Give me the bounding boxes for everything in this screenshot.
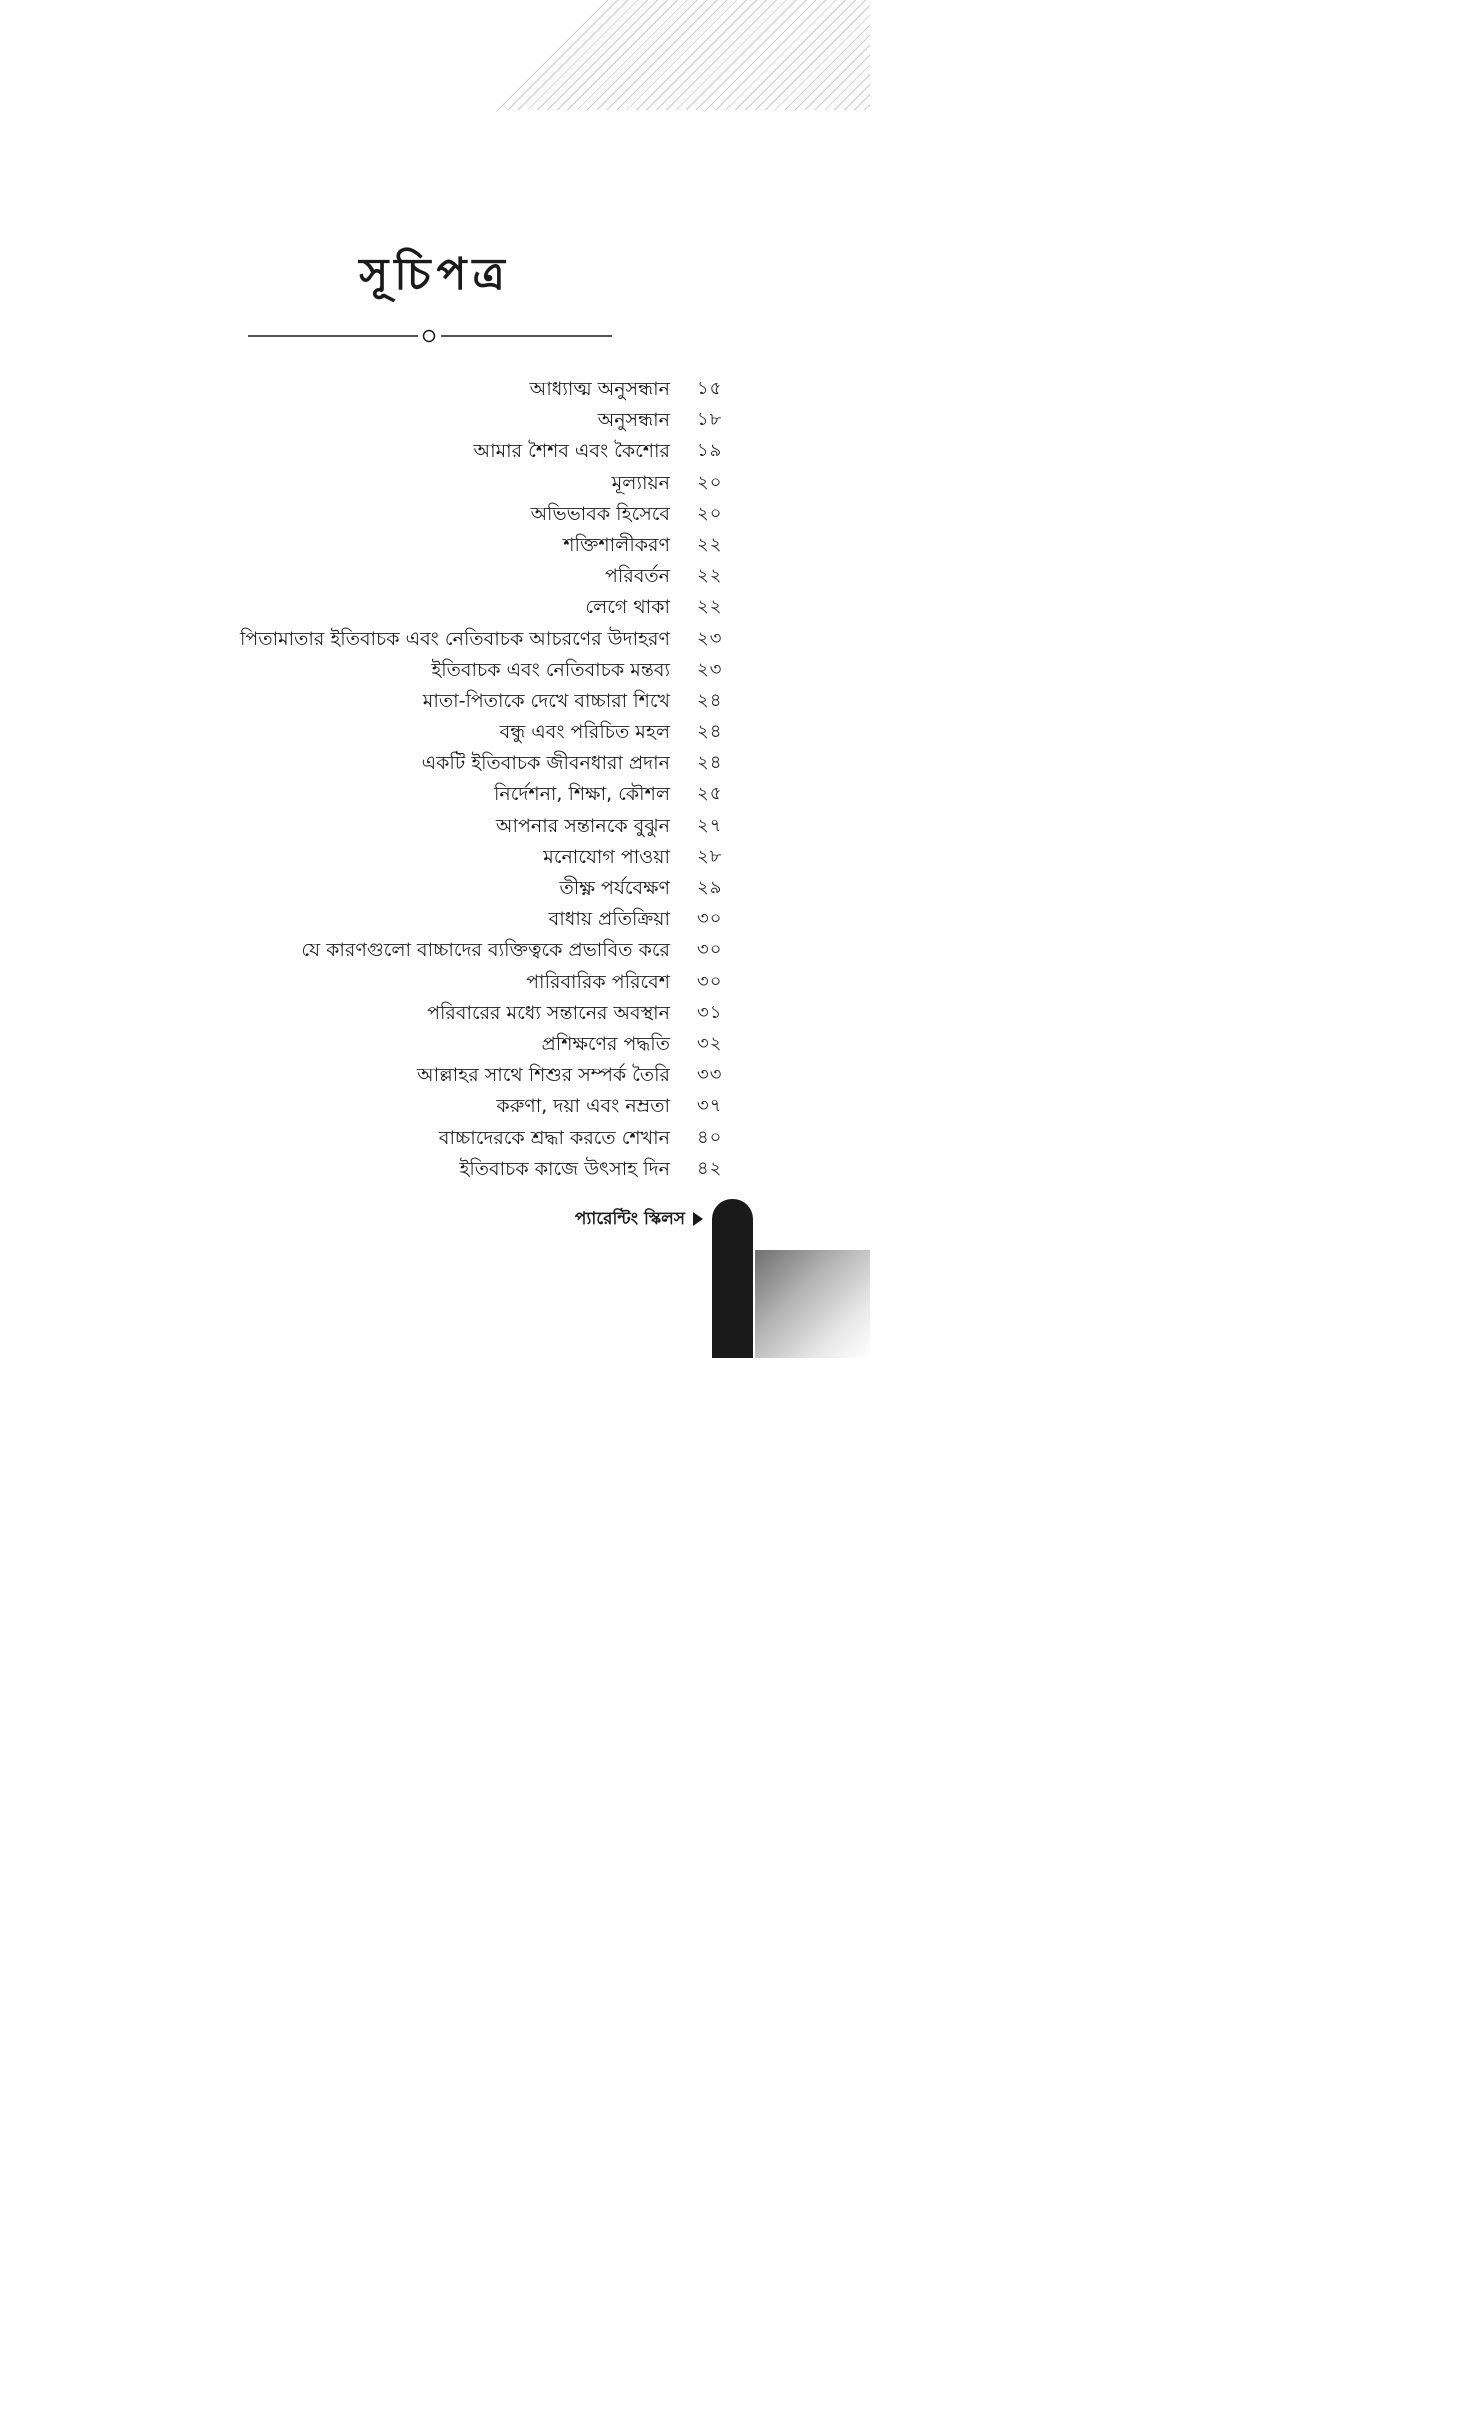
toc-entry-title: অনুসন্ধান xyxy=(597,409,670,432)
toc-entry-page: ২৪ xyxy=(697,752,723,774)
toc-entry-title: আল্লাহর সাথে শিশুর সম্পর্ক তৈরি xyxy=(417,1064,670,1087)
toc-entry-title: মূল্যায়ন xyxy=(611,471,670,494)
toc-entry xyxy=(0,1091,870,1122)
toc-entry-page: ৩০ xyxy=(697,939,723,961)
toc-entry xyxy=(0,530,870,561)
toc-entry-title: আমার শৈশব এবং কৈশোর xyxy=(473,440,670,463)
toc-entry xyxy=(0,748,870,779)
toc-entry-title: বাধায় প্রতিক্রিয়া xyxy=(548,908,670,931)
toc-entry xyxy=(0,1123,870,1154)
toc-entry-title: অভিভাবক হিসেবে xyxy=(530,502,670,525)
toc-entry-title: ইতিবাচক কাজে উৎসাহ দিন xyxy=(459,1157,670,1180)
page-number-tab xyxy=(712,1199,1455,2426)
toc-entry-page: ৩০ xyxy=(697,908,723,930)
toc-entry-page: ২০ xyxy=(697,502,723,524)
toc-entry-page: ৪২ xyxy=(697,1157,723,1179)
corner-hatch-decoration xyxy=(490,0,870,110)
toc-entry-page: ২৯ xyxy=(697,877,723,898)
toc-entry xyxy=(0,592,870,623)
toc-entry xyxy=(0,499,870,530)
toc-entry-title: নির্দেশনা, শিক্ষা, কৌশল xyxy=(493,783,670,806)
toc-entry-title: মাতা-পিতাকে দেখে বাচ্চারা শিখে xyxy=(422,689,670,712)
toc-entry-title: বন্ধু এবং পরিচিত মহল xyxy=(499,721,670,744)
toc-entry-title: পরিবর্তন xyxy=(605,565,670,588)
title-divider-ornament xyxy=(248,328,612,344)
toc-entry xyxy=(0,998,870,1029)
toc-entry-title: যে কারণগুলো বাচ্চাদের ব্যক্তিত্বকে প্রভাবিত করে xyxy=(301,939,670,962)
toc-entry-page: ৩১ xyxy=(697,1001,723,1023)
arrow-right-icon xyxy=(693,1212,703,1226)
toc-entry-title: পারিবারিক পরিবেশ xyxy=(526,970,670,993)
toc-entry-page: ২২ xyxy=(697,565,723,587)
toc-entry-title: আপনার সন্তানকে বুঝুন xyxy=(495,814,670,837)
toc-entry-title: শক্তিশালীকরণ xyxy=(563,533,670,556)
toc-entry-page: ২৪ xyxy=(697,721,723,743)
toc-entry xyxy=(0,468,870,499)
toc-entry xyxy=(0,655,870,686)
toc-entry-title: লেগে থাকা xyxy=(585,596,670,619)
toc-entry xyxy=(0,904,870,935)
toc-entry xyxy=(0,967,870,998)
toc-entry xyxy=(0,561,870,592)
toc-entry-title: পিতামাতার ইতিবাচক এবং নেতিবাচক আচরণের উদাহরণ xyxy=(239,627,670,650)
toc-entry-title: বাচ্চাদেরকে শ্রদ্ধা করতে শেখান xyxy=(438,1126,670,1149)
toc-entry xyxy=(0,1154,870,1185)
corner-shadow-decoration xyxy=(755,1250,870,1358)
table-of-contents xyxy=(0,374,870,1185)
toc-entry-page: ১৮ xyxy=(697,409,723,431)
toc-entry-page: ৩৩ xyxy=(697,1064,723,1086)
toc-entry-page: ২৩ xyxy=(697,627,723,649)
toc-entry xyxy=(0,935,870,966)
book-title-label: প্যারেন্টিং স্কিলস xyxy=(574,1209,685,1229)
toc-entry-page: ৪০ xyxy=(697,1126,723,1148)
toc-entry xyxy=(0,405,870,436)
toc-entry-page: ২৫ xyxy=(697,783,723,805)
toc-entry-page: ২৭ xyxy=(697,814,723,836)
toc-entry xyxy=(0,374,870,405)
toc-entry xyxy=(0,436,870,467)
toc-entry-page: ২৩ xyxy=(697,658,723,680)
toc-entry-page: ২৮ xyxy=(697,845,723,867)
toc-entry-page: ১৫ xyxy=(697,378,723,399)
toc-entry xyxy=(0,624,870,655)
toc-entry xyxy=(0,779,870,810)
toc-entry-title: করুণা, দয়া এবং নম্রতা xyxy=(496,1095,670,1118)
toc-entry xyxy=(0,842,870,873)
toc-entry-page: ৩৭ xyxy=(697,1095,723,1117)
toc-entry xyxy=(0,1060,870,1091)
toc-entry-page: ২০ xyxy=(697,471,723,493)
toc-entry-page: ৩০ xyxy=(697,970,723,992)
page-number: ১১ xyxy=(1428,2401,1461,2434)
toc-entry-page: ২২ xyxy=(697,533,723,555)
page-title: সূচিপত্র xyxy=(359,249,511,300)
toc-entry-title: একটি ইতিবাচক জীবনধারা প্রদান xyxy=(421,752,670,775)
toc-entry-title: আধ্যাত্ম অনুসন্ধান xyxy=(529,378,670,400)
toc-entry-title: মনোযোগ পাওয়া xyxy=(543,845,670,868)
toc-entry-page: ৩২ xyxy=(697,1032,723,1054)
toc-entry xyxy=(0,717,870,748)
toc-entry xyxy=(0,1029,870,1060)
toc-entry xyxy=(0,686,870,717)
toc-entry-title: পরিবারের মধ্যে সন্তানের অবস্থান xyxy=(427,1001,670,1024)
toc-entry-page: ২২ xyxy=(697,596,723,618)
toc-entry xyxy=(0,873,870,904)
toc-entry-title: তীক্ষ্ণ পর্যবেক্ষণ xyxy=(559,877,670,899)
toc-entry-title: প্রশিক্ষণের পদ্ধতি xyxy=(541,1032,670,1055)
toc-entry xyxy=(0,811,870,842)
toc-entry-title: ইতিবাচক এবং নেতিবাচক মন্তব্য xyxy=(431,658,670,681)
toc-entry-page: ১৯ xyxy=(697,440,723,462)
toc-entry-page: ২৪ xyxy=(697,689,723,711)
